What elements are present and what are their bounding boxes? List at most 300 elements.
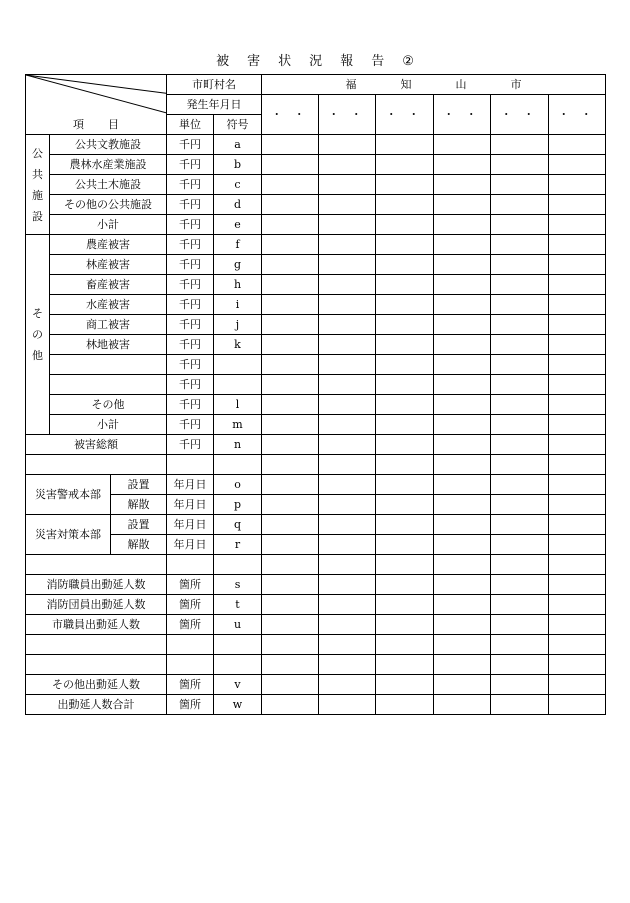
value-cell[interactable]: [262, 575, 319, 595]
value-cell[interactable]: [319, 615, 376, 635]
damage-report-table: [25, 74, 606, 715]
row-label: 設置: [111, 475, 167, 495]
row-label: 市職員出動延人数: [26, 615, 167, 635]
row-label: 畜産被害: [50, 275, 167, 295]
value-cell[interactable]: [434, 495, 491, 515]
table-row: [26, 475, 606, 495]
value-cell[interactable]: [434, 415, 491, 435]
value-cell[interactable]: [434, 615, 491, 635]
value-cell[interactable]: [319, 295, 376, 315]
value-cell[interactable]: [434, 635, 491, 655]
value-cell[interactable]: [376, 555, 434, 575]
code-cell: [214, 635, 262, 655]
value-cell[interactable]: [549, 295, 606, 315]
value-cell[interactable]: [319, 435, 376, 455]
value-cell[interactable]: [549, 215, 606, 235]
value-cell[interactable]: [319, 495, 376, 515]
code-cell: p: [214, 495, 262, 515]
value-cell[interactable]: [491, 455, 549, 475]
table-row-empty: [26, 655, 606, 675]
value-cell[interactable]: [262, 335, 319, 355]
value-cell[interactable]: [262, 295, 319, 315]
value-cell[interactable]: [319, 475, 376, 495]
value-cell[interactable]: [434, 435, 491, 455]
value-cell[interactable]: [549, 455, 606, 475]
code-cell: a: [214, 135, 262, 155]
title-char: ②: [402, 54, 414, 69]
unit-cell: 千円: [167, 295, 214, 315]
value-cell[interactable]: [262, 275, 319, 295]
report-title: [0, 50, 630, 69]
value-cell[interactable]: [262, 255, 319, 275]
unit-cell: 箇所: [167, 675, 214, 695]
code-cell: [214, 375, 262, 395]
row-label: 商工被害: [50, 315, 167, 335]
code-cell: v: [214, 675, 262, 695]
title-char: 況: [309, 54, 323, 69]
value-cell[interactable]: [376, 215, 434, 235]
value-cell[interactable]: [262, 155, 319, 175]
code-cell: g: [214, 255, 262, 275]
value-cell[interactable]: [262, 495, 319, 515]
item-label-char: 項: [73, 118, 84, 131]
value-cell[interactable]: [434, 575, 491, 595]
row-label: 消防団員出動延人数: [26, 595, 167, 615]
unit-cell: 年月日: [167, 475, 214, 495]
value-cell[interactable]: [549, 195, 606, 215]
code-cell: l: [214, 395, 262, 415]
row-label: 水産被害: [50, 295, 167, 315]
table-row: [26, 195, 606, 215]
group-label-others: [26, 235, 50, 435]
value-cell[interactable]: [491, 635, 549, 655]
code-cell: j: [214, 315, 262, 335]
value-cell[interactable]: [319, 275, 376, 295]
value-cell[interactable]: [319, 575, 376, 595]
value-cell[interactable]: [262, 695, 319, 715]
value-cell[interactable]: [319, 235, 376, 255]
table-row: [26, 175, 606, 195]
value-cell[interactable]: [491, 435, 549, 455]
value-cell[interactable]: [434, 355, 491, 375]
row-label: 公共土木施設: [50, 175, 167, 195]
value-cell[interactable]: [319, 215, 376, 235]
value-cell[interactable]: [376, 455, 434, 475]
value-cell[interactable]: [319, 255, 376, 275]
date-cell[interactable]: ・ ・: [434, 95, 491, 135]
value-cell[interactable]: [549, 315, 606, 335]
value-cell[interactable]: [549, 435, 606, 455]
value-cell[interactable]: [262, 595, 319, 615]
value-cell[interactable]: [434, 515, 491, 535]
table-row: [26, 515, 606, 535]
unit-cell: 千円: [167, 195, 214, 215]
value-cell[interactable]: [549, 155, 606, 175]
table-row: [26, 495, 606, 515]
value-cell[interactable]: [376, 235, 434, 255]
value-cell[interactable]: [262, 395, 319, 415]
municipality-char: 福: [345, 77, 357, 91]
row-label: その他: [50, 395, 167, 415]
value-cell[interactable]: [549, 235, 606, 255]
value-cell[interactable]: [376, 635, 434, 655]
code-cell: n: [214, 435, 262, 455]
value-cell[interactable]: [262, 475, 319, 495]
code-cell: b: [214, 155, 262, 175]
date-cell[interactable]: ・ ・: [262, 95, 319, 135]
value-cell[interactable]: [262, 675, 319, 695]
value-cell[interactable]: [491, 515, 549, 535]
unit-cell: 千円: [167, 255, 214, 275]
table-row: [26, 535, 606, 555]
row-label: [26, 555, 167, 575]
row-label: [50, 375, 167, 395]
value-cell[interactable]: [376, 175, 434, 195]
value-cell[interactable]: [262, 515, 319, 535]
unit-cell: [167, 655, 214, 675]
value-cell[interactable]: [262, 535, 319, 555]
value-cell[interactable]: [491, 335, 549, 355]
value-cell[interactable]: [376, 475, 434, 495]
code-cell: c: [214, 175, 262, 195]
row-label: 公共文教施設: [50, 135, 167, 155]
value-cell[interactable]: [319, 155, 376, 175]
value-cell[interactable]: [262, 455, 319, 475]
value-cell[interactable]: [319, 555, 376, 575]
value-cell[interactable]: [262, 315, 319, 335]
value-cell[interactable]: [549, 615, 606, 635]
value-cell[interactable]: [549, 335, 606, 355]
code-cell: q: [214, 515, 262, 535]
value-cell[interactable]: [376, 595, 434, 615]
value-cell[interactable]: [376, 575, 434, 595]
value-cell[interactable]: [491, 315, 549, 335]
value-cell[interactable]: [376, 495, 434, 515]
date-cell[interactable]: ・ ・: [319, 95, 376, 135]
date-label: 発生年月日: [167, 95, 262, 115]
value-cell[interactable]: [319, 135, 376, 155]
code-cell: m: [214, 415, 262, 435]
value-cell[interactable]: [376, 655, 434, 675]
code-cell: u: [214, 615, 262, 635]
value-cell[interactable]: [262, 235, 319, 255]
value-cell[interactable]: [491, 655, 549, 675]
unit-cell: [167, 455, 214, 475]
value-cell[interactable]: [434, 455, 491, 475]
unit-cell: 千円: [167, 395, 214, 415]
unit-cell: 千円: [167, 215, 214, 235]
table-row: [26, 335, 606, 355]
value-cell[interactable]: [491, 235, 549, 255]
value-cell[interactable]: [434, 135, 491, 155]
value-cell[interactable]: [376, 335, 434, 355]
value-cell[interactable]: [434, 675, 491, 695]
value-cell[interactable]: [491, 175, 549, 195]
value-cell[interactable]: [319, 655, 376, 675]
item-header-cell: [26, 75, 167, 135]
date-cell[interactable]: ・ ・: [376, 95, 434, 135]
value-cell[interactable]: [376, 395, 434, 415]
value-cell[interactable]: [549, 675, 606, 695]
municipality-label: 市町村名: [167, 75, 262, 95]
value-cell[interactable]: [262, 215, 319, 235]
value-cell[interactable]: [434, 335, 491, 355]
row-label: 消防職員出動延人数: [26, 575, 167, 595]
unit-cell: 箇所: [167, 615, 214, 635]
value-cell[interactable]: [262, 635, 319, 655]
row-label: 林地被害: [50, 335, 167, 355]
row-label: 出動延人数合計: [26, 695, 167, 715]
unit-header: 単位: [167, 115, 214, 135]
value-cell[interactable]: [491, 535, 549, 555]
value-cell[interactable]: [434, 155, 491, 175]
header-row-municipality: [26, 75, 606, 95]
code-cell: [214, 555, 262, 575]
value-cell[interactable]: [491, 675, 549, 695]
value-cell[interactable]: [549, 395, 606, 415]
unit-cell: 箇所: [167, 595, 214, 615]
value-cell[interactable]: [376, 295, 434, 315]
table-row: [26, 695, 606, 715]
response-hq-label: 災害対策本部: [26, 515, 111, 555]
value-cell[interactable]: [376, 535, 434, 555]
value-cell[interactable]: [491, 295, 549, 315]
value-cell[interactable]: [549, 415, 606, 435]
value-cell[interactable]: [376, 435, 434, 455]
value-cell[interactable]: [319, 675, 376, 695]
title-char: 被: [216, 54, 230, 69]
code-header: 符号: [214, 115, 262, 135]
value-cell[interactable]: [491, 215, 549, 235]
value-cell[interactable]: [376, 515, 434, 535]
value-cell[interactable]: [319, 415, 376, 435]
table-row: [26, 155, 606, 175]
value-cell[interactable]: [319, 695, 376, 715]
group-label-public: [26, 135, 50, 235]
value-cell[interactable]: [549, 275, 606, 295]
value-cell[interactable]: [434, 235, 491, 255]
value-cell[interactable]: [376, 675, 434, 695]
value-cell[interactable]: [319, 455, 376, 475]
value-cell[interactable]: [491, 695, 549, 715]
unit-cell: 千円: [167, 315, 214, 335]
value-cell[interactable]: [319, 395, 376, 415]
row-label: 小計: [50, 415, 167, 435]
value-cell[interactable]: [319, 375, 376, 395]
table-row: [26, 675, 606, 695]
row-label: 農林水産業施設: [50, 155, 167, 175]
value-cell[interactable]: [376, 355, 434, 375]
value-cell[interactable]: [434, 595, 491, 615]
value-cell[interactable]: [549, 695, 606, 715]
value-cell[interactable]: [262, 435, 319, 455]
code-cell: [214, 455, 262, 475]
date-cell[interactable]: ・ ・: [549, 95, 606, 135]
value-cell[interactable]: [434, 375, 491, 395]
value-cell[interactable]: [434, 535, 491, 555]
code-cell: e: [214, 215, 262, 235]
unit-cell: 千円: [167, 275, 214, 295]
value-cell[interactable]: [491, 475, 549, 495]
table-row: [26, 315, 606, 335]
value-cell[interactable]: [549, 555, 606, 575]
value-cell[interactable]: [549, 475, 606, 495]
value-cell[interactable]: [549, 515, 606, 535]
value-cell[interactable]: [434, 475, 491, 495]
code-cell: t: [214, 595, 262, 615]
value-cell[interactable]: [434, 215, 491, 235]
value-cell[interactable]: [491, 155, 549, 175]
code-cell: d: [214, 195, 262, 215]
value-cell[interactable]: [376, 375, 434, 395]
value-cell[interactable]: [491, 595, 549, 615]
value-cell[interactable]: [434, 295, 491, 315]
group-label-others-char: そ: [32, 307, 43, 320]
value-cell[interactable]: [434, 395, 491, 415]
value-cell[interactable]: [549, 655, 606, 675]
row-label: 解散: [111, 495, 167, 515]
value-cell[interactable]: [434, 655, 491, 675]
unit-cell: 千円: [167, 375, 214, 395]
value-cell[interactable]: [376, 415, 434, 435]
value-cell[interactable]: [319, 315, 376, 335]
table-row-total: [26, 435, 606, 455]
value-cell[interactable]: [319, 355, 376, 375]
municipality-name[interactable]: [262, 75, 606, 95]
value-cell[interactable]: [319, 195, 376, 215]
table-row: [26, 235, 606, 255]
row-label: 設置: [111, 515, 167, 535]
table-row: [26, 135, 606, 155]
value-cell[interactable]: [376, 195, 434, 215]
value-cell[interactable]: [491, 275, 549, 295]
value-cell[interactable]: [434, 195, 491, 215]
value-cell[interactable]: [491, 395, 549, 415]
table-row: [26, 615, 606, 635]
value-cell[interactable]: [376, 155, 434, 175]
code-cell: i: [214, 295, 262, 315]
code-cell: w: [214, 695, 262, 715]
value-cell[interactable]: [262, 375, 319, 395]
table-row: [26, 215, 606, 235]
value-cell[interactable]: [491, 575, 549, 595]
value-cell[interactable]: [319, 535, 376, 555]
unit-cell: 千円: [167, 155, 214, 175]
value-cell[interactable]: [262, 655, 319, 675]
value-cell[interactable]: [549, 595, 606, 615]
value-cell[interactable]: [376, 255, 434, 275]
row-label: 林産被害: [50, 255, 167, 275]
table-row-empty: [26, 455, 606, 475]
value-cell[interactable]: [549, 375, 606, 395]
table-row: [26, 415, 606, 435]
value-cell[interactable]: [262, 175, 319, 195]
value-cell[interactable]: [549, 635, 606, 655]
value-cell[interactable]: [262, 415, 319, 435]
value-cell[interactable]: [549, 135, 606, 155]
unit-cell: 年月日: [167, 495, 214, 515]
value-cell[interactable]: [491, 375, 549, 395]
group-label-public-char: 設: [32, 209, 43, 223]
value-cell[interactable]: [549, 495, 606, 515]
value-cell[interactable]: [376, 135, 434, 155]
unit-cell: 千円: [167, 335, 214, 355]
title-char: 告: [371, 54, 385, 69]
value-cell[interactable]: [549, 355, 606, 375]
value-cell[interactable]: [262, 615, 319, 635]
value-cell[interactable]: [549, 175, 606, 195]
value-cell[interactable]: [434, 315, 491, 335]
code-cell: f: [214, 235, 262, 255]
table-row: [26, 375, 606, 395]
value-cell[interactable]: [319, 335, 376, 355]
value-cell[interactable]: [549, 575, 606, 595]
value-cell[interactable]: [491, 355, 549, 375]
value-cell[interactable]: [491, 255, 549, 275]
value-cell[interactable]: [491, 615, 549, 635]
value-cell[interactable]: [434, 255, 491, 275]
value-cell[interactable]: [549, 255, 606, 275]
unit-cell: [167, 555, 214, 575]
date-cell[interactable]: ・ ・: [491, 95, 549, 135]
code-cell: r: [214, 535, 262, 555]
value-cell[interactable]: [491, 555, 549, 575]
value-cell[interactable]: [434, 695, 491, 715]
value-cell[interactable]: [376, 275, 434, 295]
municipality-char: 山: [455, 77, 467, 91]
value-cell[interactable]: [319, 175, 376, 195]
row-label: 農産被害: [50, 235, 167, 255]
unit-cell: 箇所: [167, 575, 214, 595]
value-cell[interactable]: [319, 515, 376, 535]
unit-cell: 千円: [167, 435, 214, 455]
value-cell[interactable]: [376, 315, 434, 335]
table-row: [26, 255, 606, 275]
value-cell[interactable]: [491, 415, 549, 435]
value-cell[interactable]: [262, 195, 319, 215]
value-cell[interactable]: [434, 555, 491, 575]
value-cell[interactable]: [376, 615, 434, 635]
municipality-char: 知: [400, 77, 412, 91]
value-cell[interactable]: [491, 495, 549, 515]
value-cell[interactable]: [262, 135, 319, 155]
value-cell[interactable]: [491, 135, 549, 155]
row-label: 解散: [111, 535, 167, 555]
row-label: [26, 655, 167, 675]
value-cell[interactable]: [549, 535, 606, 555]
value-cell[interactable]: [376, 695, 434, 715]
value-cell[interactable]: [434, 175, 491, 195]
value-cell[interactable]: [319, 595, 376, 615]
table-row: [26, 395, 606, 415]
table-row: [26, 595, 606, 615]
value-cell[interactable]: [434, 275, 491, 295]
row-label: [50, 355, 167, 375]
unit-cell: 千円: [167, 235, 214, 255]
row-label: その他の公共施設: [50, 195, 167, 215]
value-cell[interactable]: [491, 195, 549, 215]
value-cell[interactable]: [262, 355, 319, 375]
unit-cell: 箇所: [167, 695, 214, 715]
title-char: 報: [340, 54, 354, 69]
code-cell: [214, 655, 262, 675]
code-cell: o: [214, 475, 262, 495]
unit-cell: 年月日: [167, 515, 214, 535]
code-cell: s: [214, 575, 262, 595]
code-cell: [214, 355, 262, 375]
value-cell[interactable]: [262, 555, 319, 575]
value-cell[interactable]: [319, 635, 376, 655]
